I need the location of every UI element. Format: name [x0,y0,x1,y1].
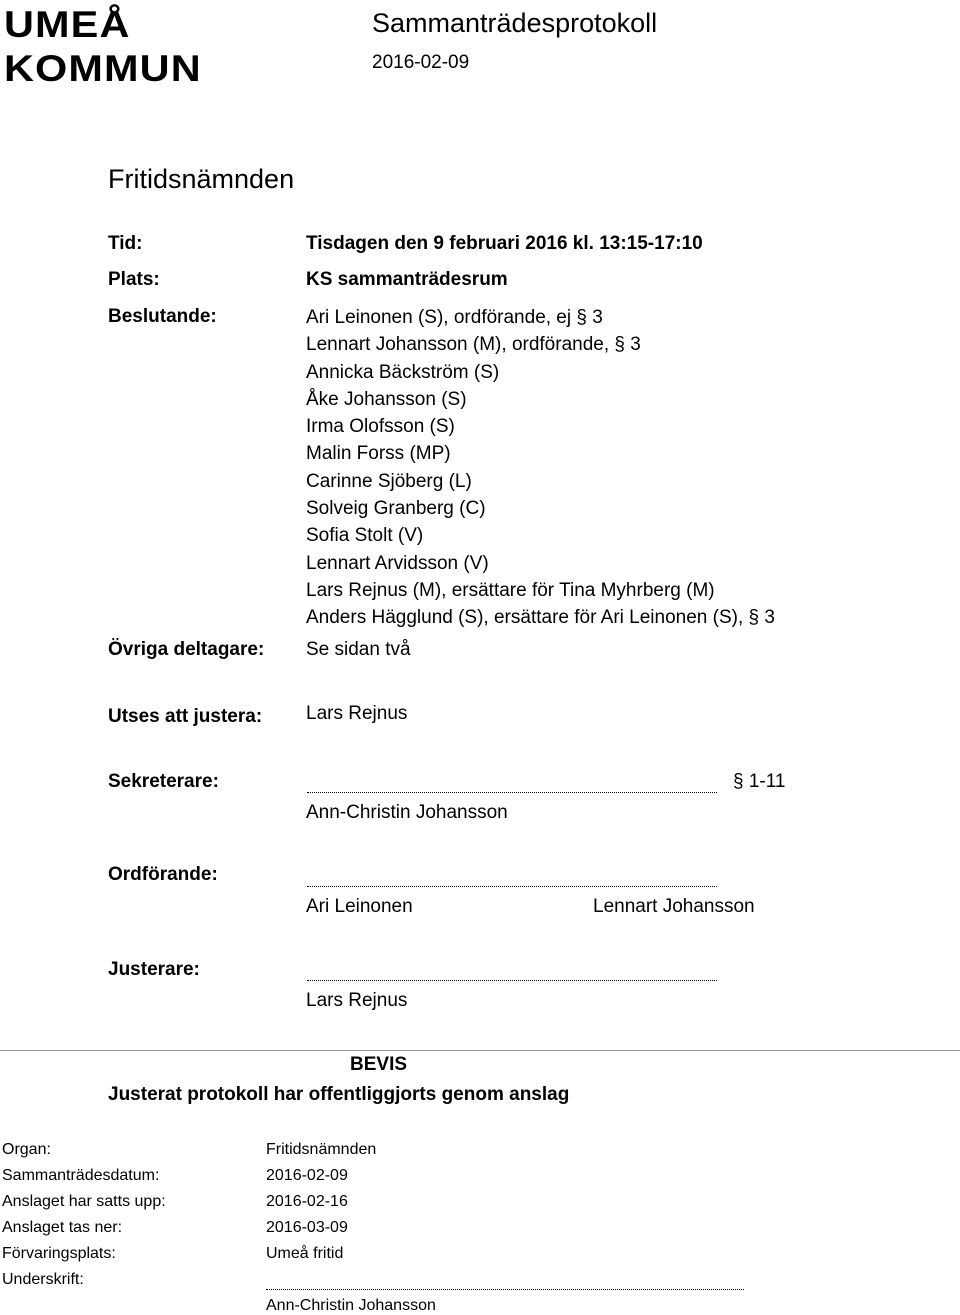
bevis-value-forvaringsplats: Umeå fritid [266,1245,344,1262]
underskrift-signature-line [266,1289,744,1290]
beslutande-label: Beslutande: [108,306,217,327]
list-item: Sofia Stolt (V) [306,525,424,547]
plats-label: Plats: [108,269,160,290]
document-title: Sammanträdesprotokoll [372,8,658,38]
bevis-label-underskrift: Underskrift: [2,1271,84,1288]
organization-name: Fritidsnämnden [108,164,295,194]
logo-line-2: KOMMUN [4,48,202,89]
sekreterare-signature-line [307,792,717,793]
list-item: Åke Johansson (S) [306,388,467,410]
utses-att-justera-label: Utses att justera: [108,706,263,727]
bevis-title: BEVIS [350,1054,408,1075]
plats-value: KS sammanträdesrum [306,269,508,290]
list-item: Anders Hägglund (S), ersättare för Ari Leinonen (S), § 3 [306,607,775,629]
utses-att-justera-value: Lars Rejnus [306,703,408,724]
tid-value: Tisdagen den 9 februari 2016 kl. 13:15-17:10 [306,233,703,254]
list-item: Solveig Granberg (C) [306,498,486,520]
justerare-label: Justerare: [108,959,200,980]
list-item: Lennart Johansson (M), ordförande, § 3 [306,334,641,356]
bevis-label-anslaget-uppsatt: Anslaget har satts upp: [2,1193,166,1210]
bevis-label-anslaget-ner: Anslaget tas ner: [2,1219,123,1236]
sekreterare-name: Ann-Christin Johansson [306,802,508,823]
ovriga-deltagare-label: Övriga deltagare: [108,639,265,660]
beslutande-list [306,304,775,632]
sekreterare-paragraphs: § 1-11 [733,771,786,792]
bevis-label-organ: Organ: [2,1141,51,1158]
list-item: Lars Rejnus (M), ersättare för Tina Myhrberg (M) [306,579,715,601]
bevis-subtitle: Justerat protokoll har offentliggjorts genom anslag [108,1084,570,1105]
section-divider [0,1050,960,1051]
list-item: Lennart Arvidsson (V) [306,552,489,574]
sekreterare-label: Sekreterare: [108,771,219,792]
list-item: Annicka Bäckström (S) [306,361,500,383]
ordforande-name-1: Ari Leinonen [306,896,413,917]
bevis-value-anslaget-uppsatt: 2016-02-16 [266,1193,348,1210]
tid-label: Tid: [108,233,143,254]
document-date: 2016-02-09 [372,52,470,73]
logo-line-1: UMEÅ [4,4,131,45]
bevis-value-anslaget-ner: 2016-03-09 [266,1219,348,1236]
umea-kommun-logo [4,4,210,88]
list-item: Malin Forss (MP) [306,443,451,465]
list-item: Irma Olofsson (S) [306,416,455,438]
list-item: Carinne Sjöberg (L) [306,470,472,492]
list-item: Ari Leinonen (S), ordförande, ej § 3 [306,307,603,328]
justerare-name: Lars Rejnus [306,990,408,1011]
ordforande-name-2: Lennart Johansson [593,896,755,917]
bevis-value-sammantradesdatum: 2016-02-09 [266,1167,348,1184]
justerare-signature-line [307,980,717,981]
ovriga-deltagare-value: Se sidan två [306,639,411,660]
ordforande-label: Ordförande: [108,864,218,885]
bevis-label-sammantradesdatum: Sammanträdesdatum: [2,1167,160,1184]
underskrift-name: Ann-Christin Johansson [266,1297,436,1314]
bevis-value-organ: Fritidsnämnden [266,1141,377,1158]
ordforande-signature-line [307,886,717,887]
bevis-label-forvaringsplats: Förvaringsplats: [2,1245,116,1262]
